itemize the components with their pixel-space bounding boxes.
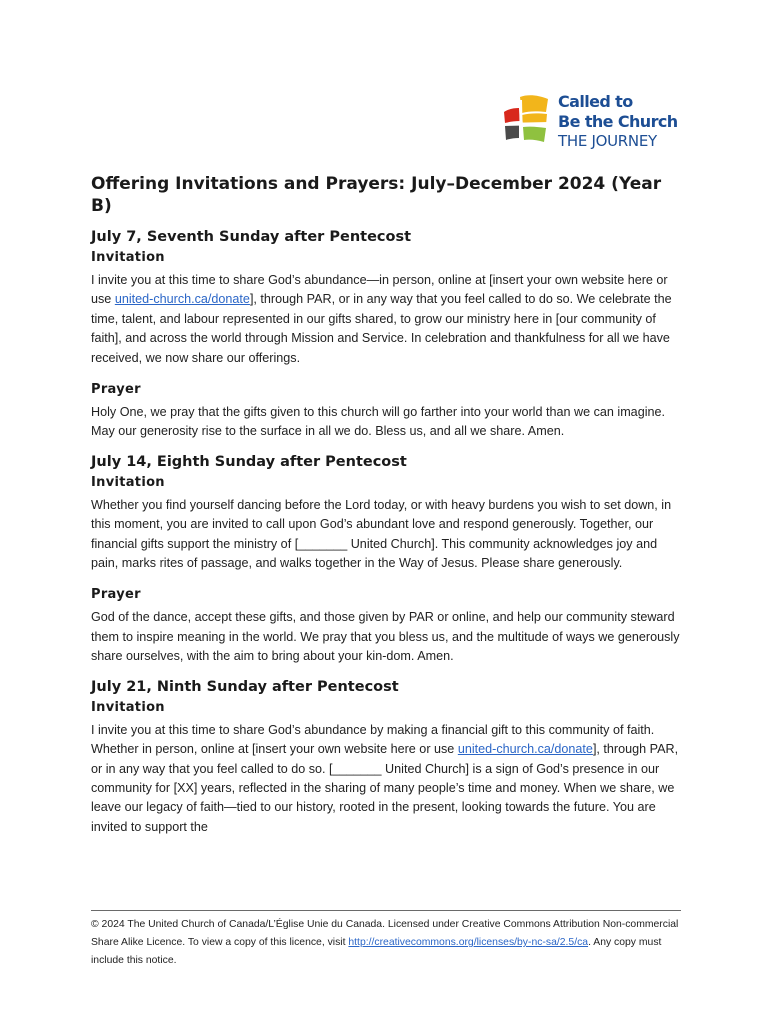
invitation-text <box>91 721 681 837</box>
cross-emblem-icon <box>502 92 552 148</box>
prayer-label: Prayer <box>91 587 141 603</box>
footer-notice <box>91 916 681 970</box>
logo-text-line1: Called to <box>558 92 633 111</box>
section-july-14 <box>91 452 681 667</box>
invitation-text-part: I invite you at this time to share God’s abundance—in person, online at [insert your own website here or use <box>91 273 668 307</box>
prayer-text: God of the dance, accept these gifts, and those given by PAR or online, and help our community steward them to inspire meaning in the world. We pray that you bless us, and the multitude of ways we generously share ourselves, with the aim to bring about your kin-dom. Amen. <box>91 610 680 664</box>
invitation-label: Invitation <box>91 699 165 715</box>
invitation-label: Invitation <box>91 250 165 265</box>
logo-text-line3: THE JOURNEY <box>558 132 657 150</box>
license-link[interactable]: http://creativecommons.org/licenses/by-nc-sa/2.5/ca <box>348 937 589 948</box>
donate-link[interactable]: united-church.ca/donate <box>114 292 250 307</box>
footer-text: . Any copy must include this notice. <box>91 937 662 966</box>
section-heading: July 7, Seventh Sunday after Pentecost <box>91 229 412 245</box>
donate-link[interactable]: united-church.ca/donate <box>457 742 593 757</box>
page-title: Offering Invitations and Prayers: July–December 2024 (Year B) <box>91 174 662 216</box>
logo-text-line2: Be the Church <box>558 112 678 131</box>
section-july-7 <box>91 227 681 442</box>
called-to-be-the-church-logo <box>502 92 682 152</box>
document-body <box>91 173 681 837</box>
section-heading: July 14, Eighth Sunday after Pentecost <box>91 453 407 470</box>
invitation-label: Invitation <box>91 474 165 490</box>
prayer-text: Holy One, we pray that the gifts given to this church will go farther into your world than we can imagine. May our generosity rise to the surface in all we do. Bless us, and all we share. Amen. <box>91 405 665 439</box>
footer-divider <box>91 910 681 911</box>
footer-text: © 2024 The United Church of Canada/L’Église Unie du Canada. Licensed under Creative Commons Attribution Non-commercial Share Alike Licence. To view a copy of this licence, visit <box>91 919 679 948</box>
prayer-label: Prayer <box>91 382 141 398</box>
section-heading: July 21, Ninth Sunday after Pentecost <box>91 678 399 695</box>
invitation-text-part: I invite you at this time to share God’s abundance by making a financial gift to this community of faith. Whether in person, online at [insert your own website here or use <box>91 722 655 757</box>
invitation-text-part: ], through PAR, or in any way that you feel called to do so. [_______ United Church] is a sign of God’s presence in our community for [XX] years, reflected in the sharing of many people’s time and money. When we share, we leave our legacy of faith—tied to our history, rooted in the present, looking towards the future. You are invited to support the <box>91 742 679 834</box>
invitation-text <box>91 271 681 368</box>
invitation-text-part: ], through PAR, or in any way that you feel called to do so. We celebrate the time, talent, and labour represented in our gifts shared, to grow our ministry here in [our community of faith], and across the world through Mission and Service. In celebration and thankfulness for all we have received, we now share our offerings. <box>91 292 672 365</box>
section-july-21 <box>91 677 681 837</box>
invitation-text: Whether you find yourself dancing before the Lord today, or with heavy burdens you wish to set down, in this moment, you are invited to call upon God’s abundant love and respond generously. Together, our financial gifts support the ministry of [_______ United Church]. This community acknowledges joy and pain, marks rites of passage, and walks together in the Way of Jesus. Please share generously. <box>91 497 672 571</box>
